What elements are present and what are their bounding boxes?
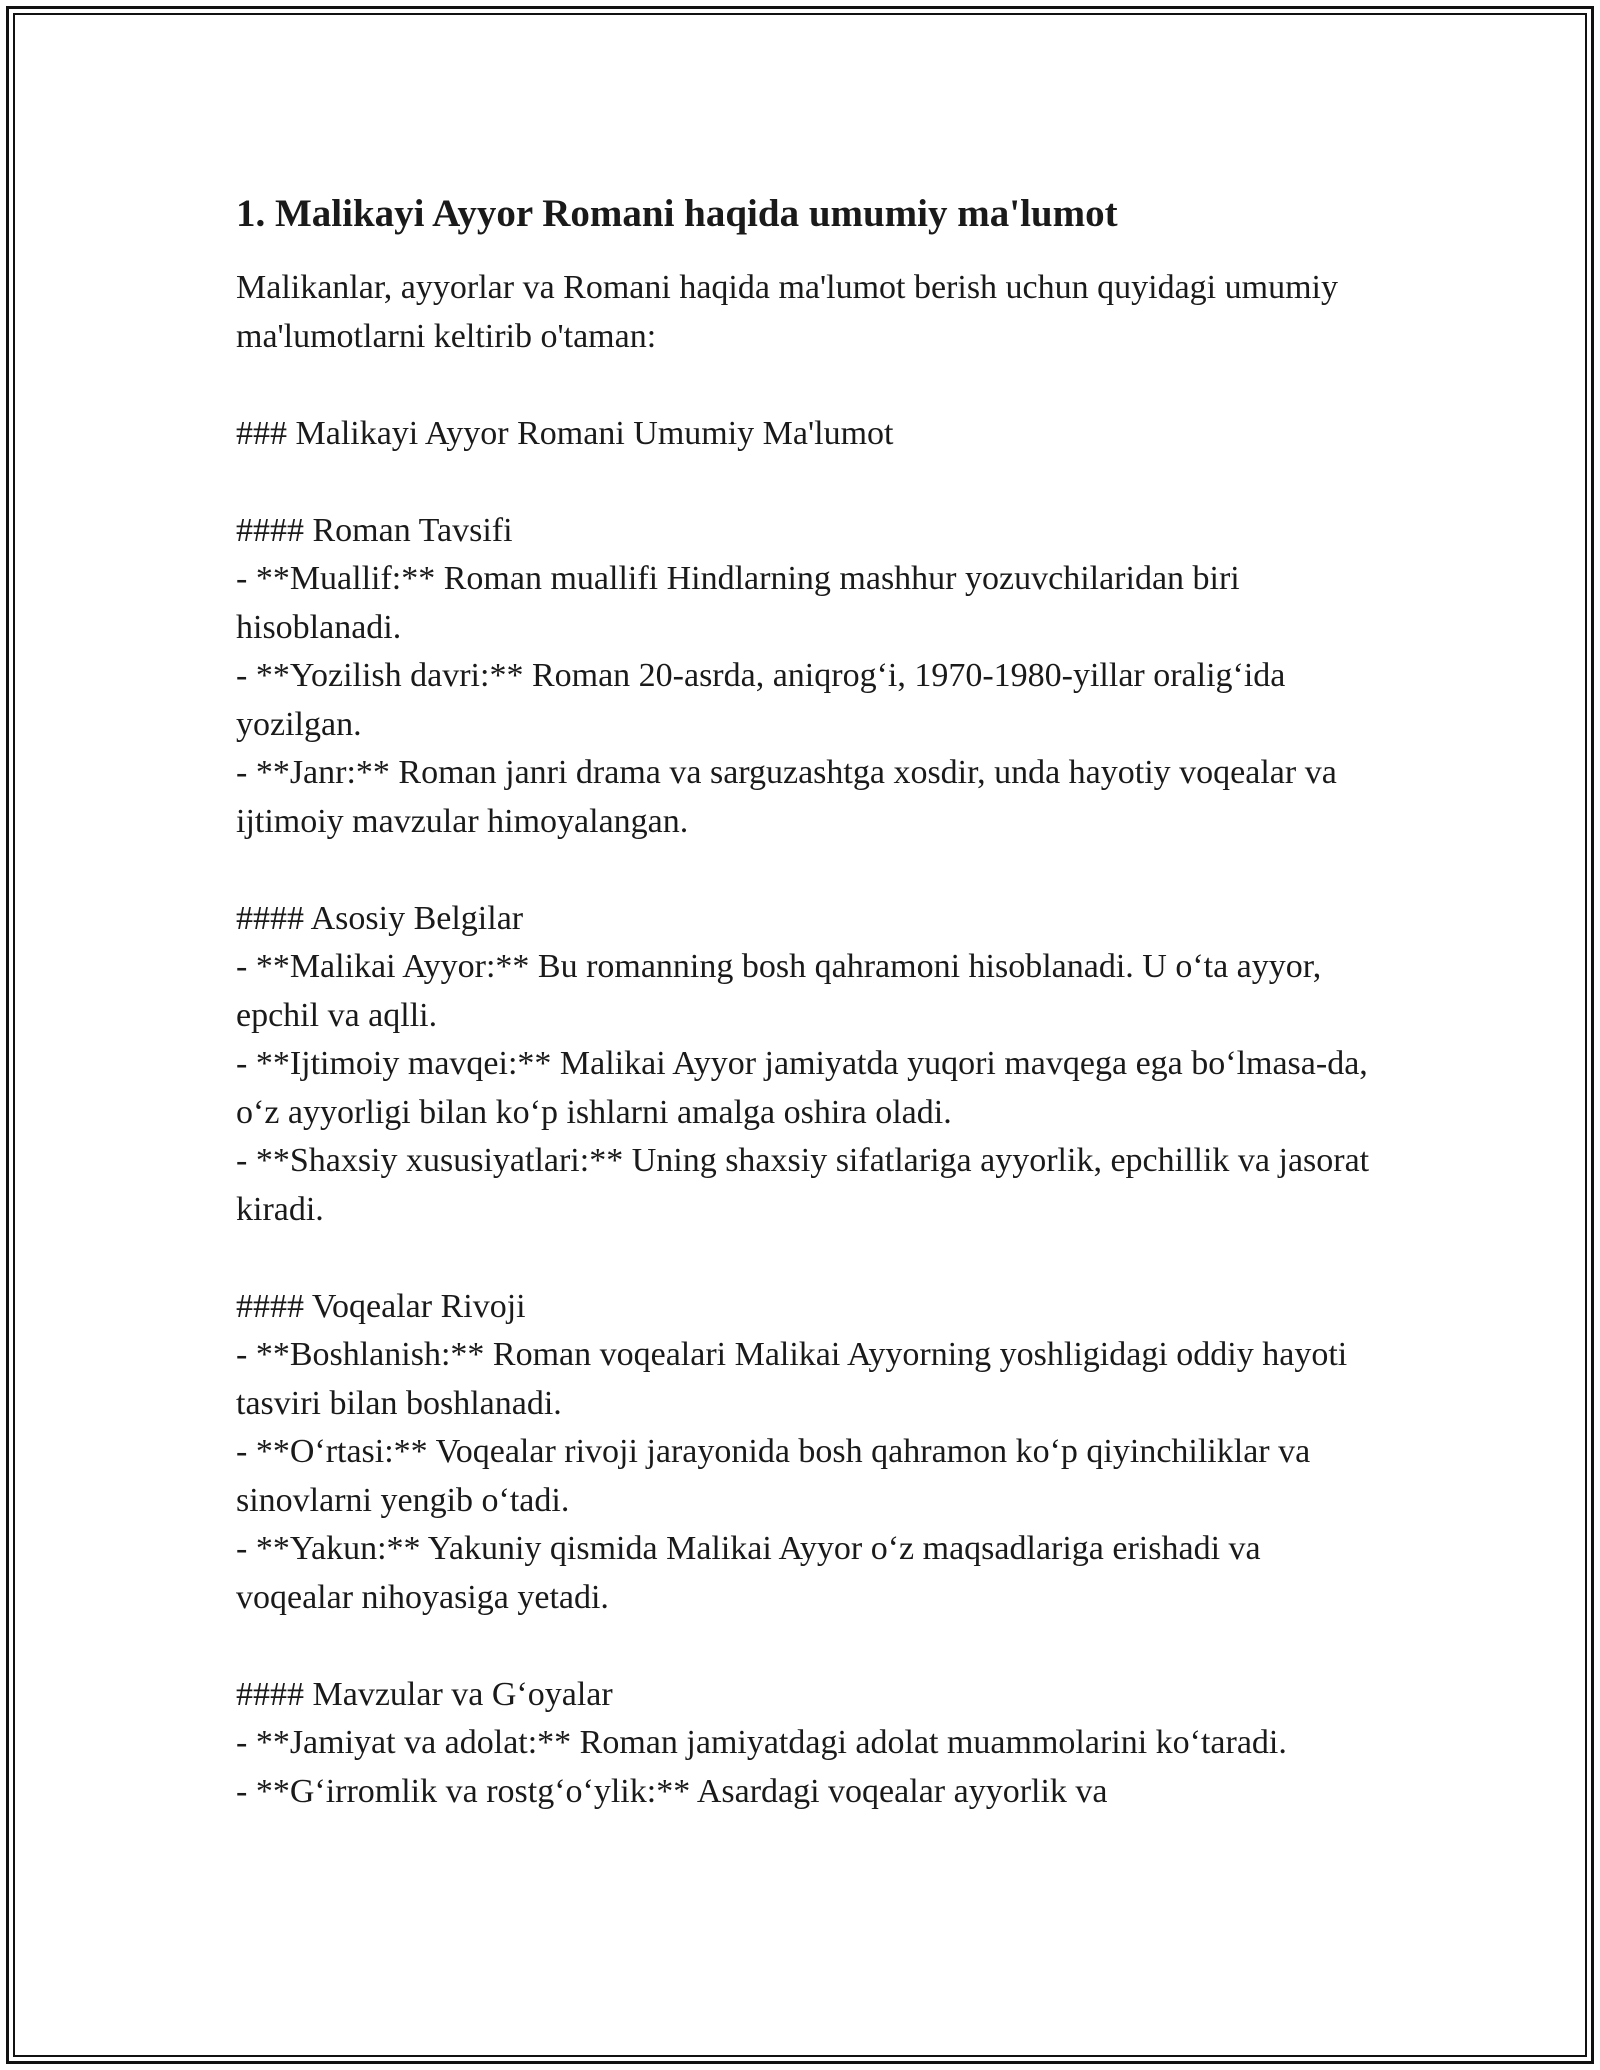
subheading-h3: ### Malikayi Ayyor Romani Umumiy Ma'lumot <box>236 414 894 452</box>
section-voqealar-rivoji <box>236 1283 1376 1623</box>
intro-paragraph: Malikanlar, ayyorlar va Romani haqida ma'lumot berish uchun quyidagi umumiy ma'lumotlarni keltirib o'taman: <box>236 269 1338 355</box>
section-heading: #### Voqealar Rivoji <box>236 1287 526 1325</box>
list-item: - **Muallif:** Roman muallifi Hindlarning mashhur yozuvchilaridan biri hisoblanadi. <box>236 560 1240 646</box>
list-item: - **Jamiyat va adolat:** Roman jamiyatdagi adolat muammolarini ko‘taradi. <box>236 1724 1287 1761</box>
document-title: 1. Malikayi Ayyor Romani haqida umumiy ma'lumot <box>236 192 1118 235</box>
section-asosiy-belgilar <box>236 895 1376 1235</box>
spacer <box>236 1622 1376 1671</box>
list-item: - **Janr:** Roman janri drama va sarguzashtga xosdir, unda hayotiy voqealar va ijtimoiy mavzular himoyalangan. <box>236 754 1337 840</box>
section-roman-tavsifi <box>236 507 1376 847</box>
list-item: - **O‘rtasi:** Voqealar rivoji jarayonida bosh qahramon ko‘p qiyinchiliklar va sinovlarni yengib o‘tadi. <box>236 1433 1311 1519</box>
spacer <box>236 846 1376 895</box>
list-item: - **Boshlanish:** Roman voqealari Malikai Ayyorning yoshligidagi oddiy hayoti tasviri bilan boshlanadi. <box>236 1336 1348 1422</box>
list-item: - **Yakun:** Yakuniy qismida Malikai Ayyor o‘z maqsadlariga erishadi va voqealar nihoyasiga yetadi. <box>236 1530 1261 1616</box>
section-heading: #### Roman Tavsifi <box>236 511 513 549</box>
spacer <box>236 458 1376 507</box>
list-item: - **Malikai Ayyor:** Bu romanning bosh qahramoni hisoblanadi. U o‘ta ayyor, epchil va aqlli. <box>236 948 1322 1034</box>
list-item: - **Yozilish davri:** Roman 20-asrda, aniqrog‘i, 1970-1980-yillar oralig‘ida yozilgan. <box>236 657 1286 743</box>
list-item: - **G‘irromlik va rostg‘o‘ylik:** Asardagi voqealar ayyorlik va <box>236 1772 1108 1810</box>
section-heading: #### Mavzular va G‘oyalar <box>236 1675 613 1713</box>
section-mavzular-goyalar <box>236 1671 1376 1817</box>
list-item: - **Ijtimoiy mavqei:** Malikai Ayyor jamiyatda yuqori mavqega ega bo‘lmasa-da, o‘z ayyorligi bilan ko‘p ishlarni amalga oshira oladi. <box>236 1045 1368 1131</box>
document-body <box>236 186 1376 1816</box>
spacer <box>236 1234 1376 1283</box>
list-item: - **Shaxsiy xususiyatlari:** Uning shaxsiy sifatlariga ayyorlik, epchillik va jasorat kiradi. <box>236 1142 1370 1228</box>
section-heading: #### Asosiy Belgilar <box>236 899 524 937</box>
